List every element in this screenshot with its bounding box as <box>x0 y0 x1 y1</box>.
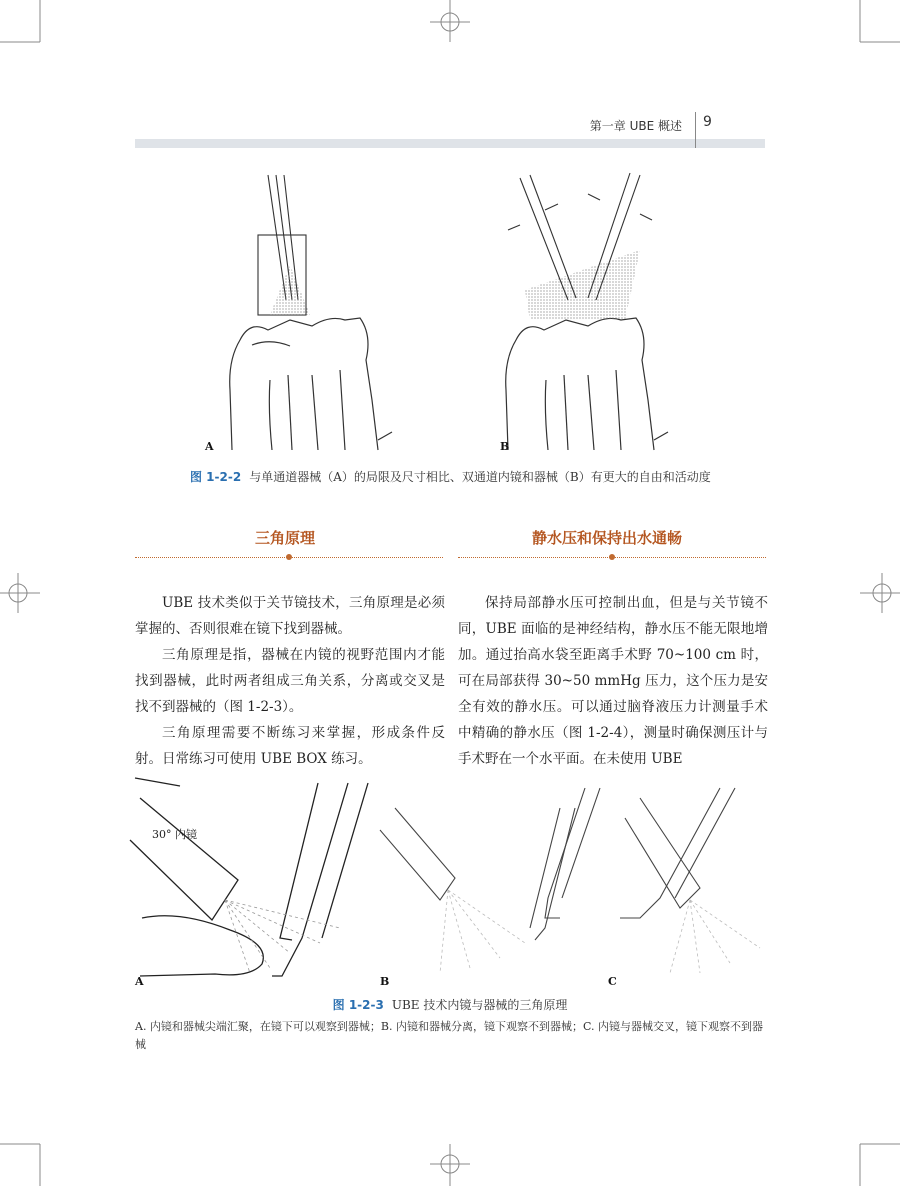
left-paragraph: 三角原理需要不断练习来掌握，形成条件反射。日常练习可使用 UBE BOX 练习。 <box>135 725 445 767</box>
figure-1-2-2-label-a: A <box>205 440 214 453</box>
header-bar <box>135 139 765 148</box>
single-channel-instrument <box>258 175 310 315</box>
panel-c-light-rays <box>670 900 760 973</box>
vertebra-b-drawing <box>506 318 668 450</box>
figure-1-2-3-label-c: C <box>608 975 617 988</box>
left-paragraph: UBE 技术类似于关节镜技术，三角原理是必须掌握的、否则很难在镜下找到器械。 <box>135 595 445 637</box>
panel-a-drawing <box>130 778 368 976</box>
figure-1-2-3-illustration <box>0 778 900 978</box>
figure-1-2-2-caption-text: 与单通道器械（A）的局限及尺寸相比、双通道内镜和器械（B）有更大的自由和活动度 <box>249 470 711 484</box>
right-section-dot <box>609 554 615 560</box>
figure-1-2-2-caption <box>190 468 711 485</box>
chapter-title: 第一章 UBE 概述 <box>589 119 682 133</box>
left-section-dot <box>286 554 292 560</box>
figure-1-2-3-number: 图 1-2-3 <box>332 998 384 1012</box>
figure-1-2-3-title: UBE 技术内镜与器械的三角原理 <box>391 998 568 1012</box>
figure-1-2-3-label-b: B <box>380 975 390 988</box>
figure-1-2-2-label-b: B <box>500 440 510 453</box>
header-divider <box>695 112 696 148</box>
figure-1-2-3-notes: A. 内镜和器械尖端汇聚，在镜下可以观察到器械；B. 内镜和器械分离，镜下观察不到器械；C. 内镜与器械交叉，镜下观察不到器械 <box>135 1020 764 1051</box>
left-paragraph: 三角原理是指，器械在内镜的视野范围内才能找到器械，此时两者组成三角关系，分离或交叉是找不到器械的（图 1-2-3）。 <box>135 647 445 715</box>
panel-c-drawing <box>545 788 735 918</box>
right-section-title: 静水压和保持出水通畅 <box>532 529 683 547</box>
left-column <box>135 590 445 772</box>
figure-1-2-2-number: 图 1-2-2 <box>190 470 242 484</box>
right-column <box>458 590 768 772</box>
endoscope-label: 30° 内镜 <box>152 828 197 841</box>
panel-b-light-rays <box>440 890 525 973</box>
right-paragraph: 保持局部静水压可控制出血，但是与关节镜不同，UBE 面临的是神经结构，静水压不能无限地增加。通过抬高水袋至距离手术野 70~100 cm 时，可在局部获得 30~50 mmHg 压力，这个压力是安全有效的静水压。可以通过脑脊液压力计测量手术中精确的静水压（图 1-2-4），测量时确保测压计与手术野在一个水平面。在未使用 UBE <box>458 595 768 767</box>
vertebra-a-drawing <box>230 318 392 450</box>
figure-1-2-2-illustration <box>0 170 900 470</box>
page-number: 9 <box>703 114 712 130</box>
figure-1-2-3-label-a: A <box>135 975 144 988</box>
left-section-title: 三角原理 <box>255 529 316 547</box>
panel-b-drawing <box>380 808 575 940</box>
dual-channel-instruments <box>508 173 652 320</box>
figure-1-2-3-caption <box>0 996 900 1013</box>
